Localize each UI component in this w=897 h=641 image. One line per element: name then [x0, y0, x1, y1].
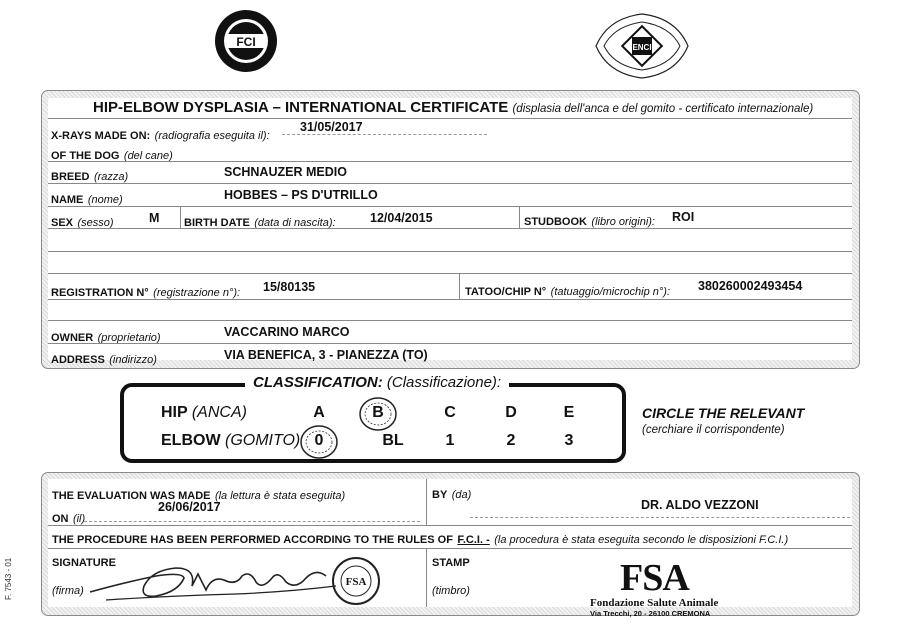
fsa-stamp-logo: FSA [620, 557, 689, 599]
procedure-text-it: (la procedura è stata eseguita secondo le disposizioni F.C.I.) [494, 534, 789, 546]
divider [48, 299, 852, 300]
divider [48, 118, 852, 119]
address-label: ADDRESS [51, 354, 105, 366]
svg-text:FSA: FSA [345, 576, 367, 588]
address-row [51, 350, 157, 368]
elbow-grade: BL [382, 432, 404, 449]
divider [48, 525, 852, 526]
svg-text:ENCI: ENCI [632, 43, 652, 52]
sex-label: SEX [51, 217, 74, 229]
selection-stamp-hip [358, 396, 398, 432]
hip-grade: A [313, 404, 325, 421]
eval-by-underline [470, 517, 850, 518]
form-code: F. 7543 - 01 [4, 557, 13, 600]
elbow-row-label [161, 432, 300, 450]
classification-title-en: CLASSIFICATION: [253, 374, 383, 391]
birth-label: BIRTH DATE [184, 217, 250, 229]
reg-label-it: (registrazione n°): [153, 287, 241, 299]
owner-label: OWNER [51, 332, 94, 344]
chip-label: TATOO/CHIP N° [465, 286, 547, 298]
elbow-grade: 2 [506, 432, 516, 449]
classification-title [245, 374, 509, 391]
chip-row [465, 282, 670, 300]
procedure-text: THE PROCEDURE HAS BEEN PERFORMED ACCORDING TO THE RULES OF [52, 534, 453, 546]
signature-label: SIGNATURE [52, 557, 116, 569]
divider [519, 206, 520, 228]
eval-by-value: DR. ALDO VEZZONI [641, 498, 759, 512]
divider [48, 343, 852, 344]
eval-made-label-it: (la lettura è stata eseguita) [214, 490, 346, 502]
eval-on-label: ON [52, 513, 69, 525]
svg-text:FCI: FCI [236, 35, 256, 49]
xrays-label-it: (radiografia eseguita il): [154, 130, 270, 142]
breed-label: BREED [51, 171, 90, 183]
procedure-fci: F.C.I. - [457, 534, 490, 546]
eval-made-label: THE EVALUATION WAS MADE [52, 490, 211, 502]
selection-stamp-elbow [299, 424, 339, 460]
certificate-title [93, 99, 813, 116]
eval-on-label-it: (il) [72, 513, 86, 525]
xrays-underline [282, 134, 487, 135]
divider [48, 251, 852, 252]
studbook-value: ROI [672, 210, 695, 224]
eval-date-value: 26/06/2017 [158, 500, 221, 514]
reg-label: REGISTRATION N° [51, 287, 149, 299]
divider [48, 228, 852, 229]
circle-note-it: (cerchiare il corrispondente) [642, 424, 785, 436]
divider [426, 479, 427, 525]
fci-logo [213, 8, 279, 74]
fsa-round-stamp [330, 556, 382, 606]
owner-value: VACCARINO MARCO [224, 325, 350, 339]
hip-label: HIP [161, 404, 188, 421]
fsa-stamp-address: Via Trecchi, 20 - 26100 CREMONA [590, 609, 711, 618]
name-value: HOBBES – PS D'UTRILLO [224, 188, 378, 202]
address-label-it: (indirizzo) [109, 354, 157, 366]
address-value: VIA BENEFICA, 3 - PIANEZZA (TO) [224, 348, 428, 362]
xrays-value: 31/05/2017 [300, 120, 363, 134]
studbook-label-it: (libro origini): [591, 216, 655, 228]
elbow-grade-selected: 0 [314, 432, 324, 449]
dog-label-it: (del cane) [123, 150, 173, 162]
chip-value: 380260002493454 [698, 279, 803, 293]
eval-by-row [432, 485, 471, 503]
eval-by-label-it: (da) [451, 489, 472, 501]
hip-grade: C [444, 404, 456, 421]
breed-value: SCHNAUZER MEDIO [224, 165, 347, 179]
hip-label-it: (ANCA) [191, 404, 247, 421]
divider [459, 273, 460, 299]
divider [48, 320, 852, 321]
elbow-label-it: (GOMITO) [225, 432, 301, 449]
hip-grade: D [505, 404, 517, 421]
stamp-label-it: (timbro) [432, 585, 470, 597]
divider [48, 161, 852, 162]
owner-label-it: (proprietario) [97, 332, 161, 344]
xrays-label: X-RAYS MADE ON: [51, 130, 151, 142]
xrays-row [51, 126, 270, 144]
signature-label-it: (firma) [52, 585, 84, 597]
elbow-grade: 3 [564, 432, 574, 449]
classification-title-it: (Classificazione): [386, 374, 502, 391]
elbow-grade: 1 [445, 432, 455, 449]
name-label: NAME [51, 194, 84, 206]
stamp-label: STAMP [432, 557, 470, 569]
birth-value: 12/04/2015 [370, 211, 433, 225]
studbook-label: STUDBOOK [524, 216, 587, 228]
divider [426, 548, 427, 607]
hip-grade-selected: B [372, 404, 384, 421]
title-it: (displasia dell'anca e del gomito - certificato internazionale) [512, 103, 814, 115]
divider [48, 183, 852, 184]
title-en: HIP-ELBOW DYSPLASIA – INTERNATIONAL CERTIFICATE [93, 99, 509, 116]
divider [180, 206, 181, 228]
birth-label-it: (data di nascita): [254, 217, 336, 229]
fsa-stamp-name: Fondazione Salute Animale [590, 597, 719, 609]
chip-label-it: (tatuaggio/microchip n°): [550, 286, 670, 298]
divider [48, 273, 852, 274]
hip-row-label [161, 404, 247, 422]
procedure-row [52, 530, 788, 548]
eval-by-label: BY [432, 489, 448, 501]
reg-value: 15/80135 [263, 280, 316, 294]
elbow-label: ELBOW [161, 432, 221, 449]
sex-label-it: (sesso) [77, 217, 114, 229]
breed-label-it: (razza) [93, 171, 129, 183]
divider [48, 548, 852, 549]
eval-date-underline [84, 521, 420, 522]
enci-logo [588, 10, 696, 82]
circle-note: CIRCLE THE RELEVANT [642, 405, 805, 421]
name-label-it: (nome) [87, 194, 123, 206]
handwritten-signature [86, 556, 356, 606]
dog-label: OF THE DOG [51, 150, 120, 162]
hip-grade: E [563, 404, 575, 421]
sex-value: M [149, 211, 160, 225]
divider [48, 206, 852, 207]
